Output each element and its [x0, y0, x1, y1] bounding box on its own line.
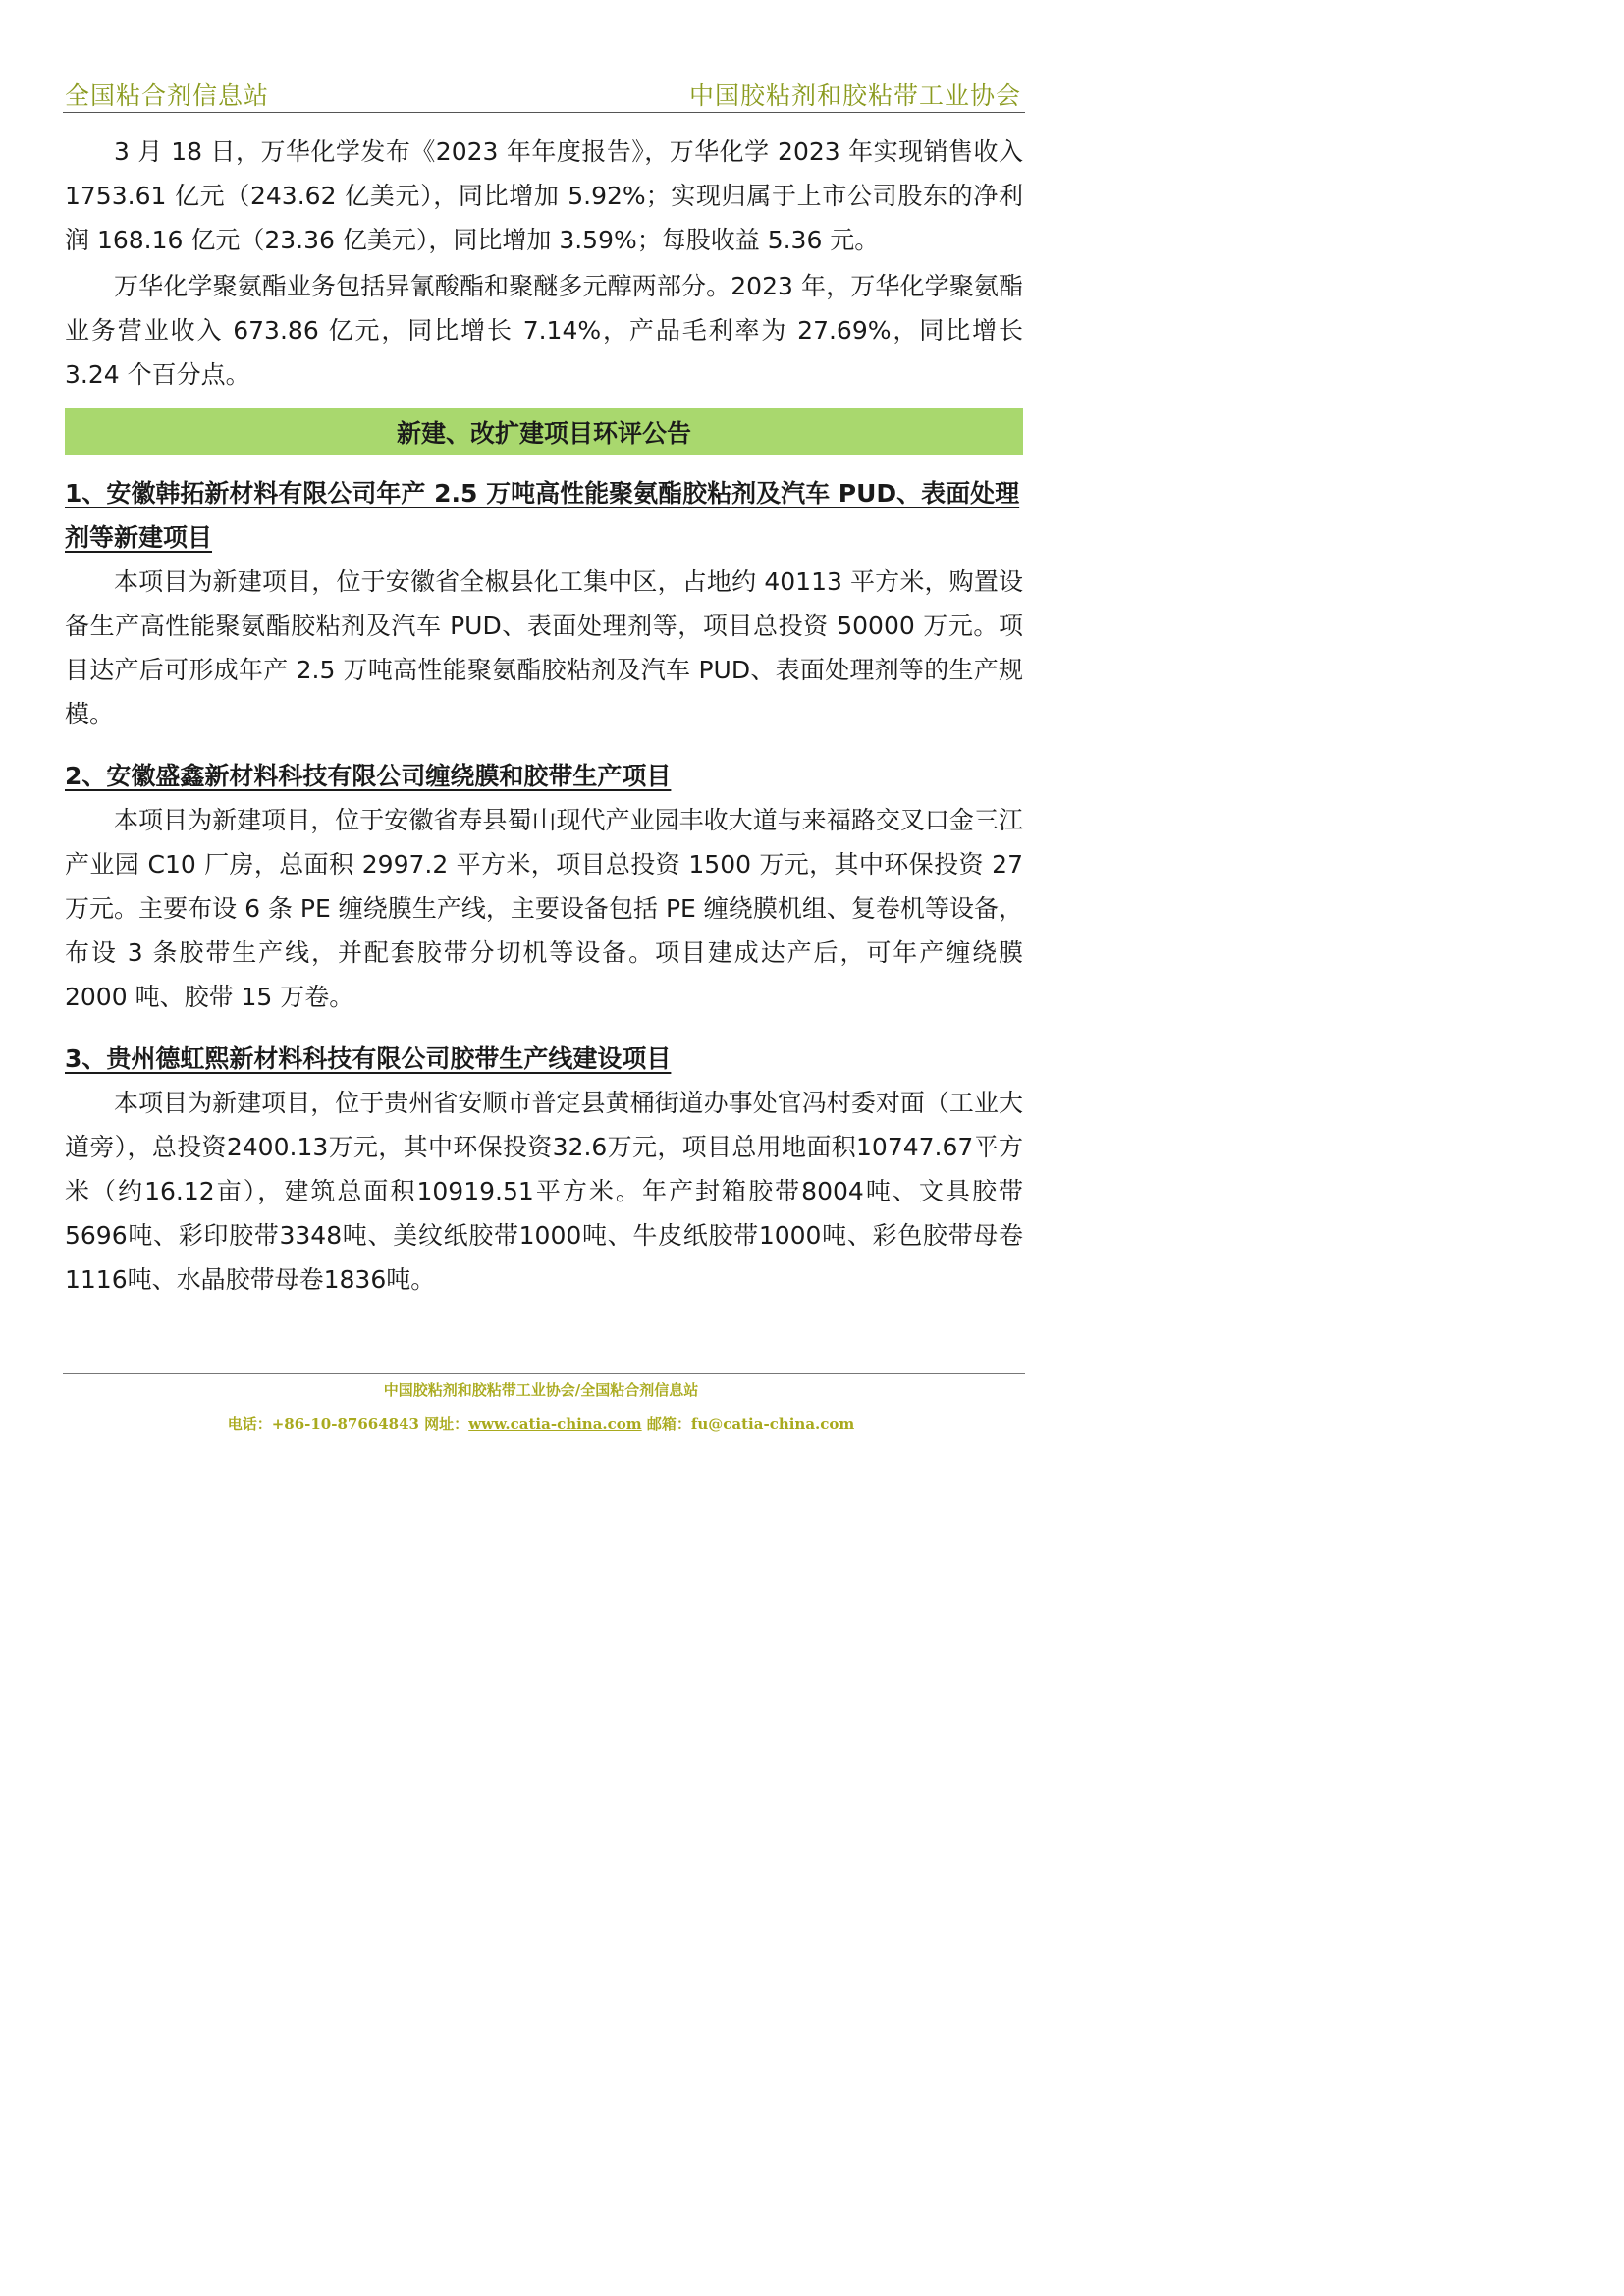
footer-website-link[interactable]: www.catia-china.com [468, 1415, 642, 1433]
page-content [65, 130, 1023, 1302]
project-2-body: 本项目为新建项目，位于安徽省寿县蜀山现代产业园丰收大道与来福路交叉口金三江产业园 C10 厂房，总面积 2997.2 平方米，项目总投资 1500 万元，其中环保投资 27 万元。主要布设 6 条 PE 缠绕膜生产线，主要设备包括 PE 缠绕膜机组、复卷机等设备，布设 3 条胶带生产线，并配套胶带分切机等设备。项目建成达产后，可年产缠绕膜 2000 吨、胶带 15 万卷。 [65, 806, 1023, 1011]
header-association-name: 中国胶粘剂和胶粘带工业协会 [688, 81, 1021, 110]
project-3-title [65, 1037, 1023, 1081]
header-site-name: 全国粘合剂信息站 [65, 81, 270, 110]
intro-paragraph-1: 3 月 18 日，万华化学发布《2023 年年度报告》，万华化学 2023 年实现销售收入 1753.61 亿元（243.62 亿美元），同比增加 5.92%；实现归属于上市公司股东的净利润 168.16 亿元（23.36 亿美元），同比增加 3.59%；每股收益 5.36 元。 [65, 137, 1023, 254]
footer-email[interactable]: fu@catia-china.com [690, 1415, 855, 1433]
project-1-body: 本项目为新建项目，位于安徽省全椒县化工集中区，占地约 40113 平方米，购置设备生产高性能聚氨酯胶粘剂及汽车 PUD、表面处理剂等，项目总投资 50000 万元。项目达产后可形成年产 2.5 万吨高性能聚氨酯胶粘剂及汽车 PUD、表面处理剂等的生产规模。 [65, 567, 1023, 728]
section-banner: 新建、改扩建项目环评公告 [65, 408, 1023, 455]
project-1-title-text: 1、安徽韩拓新材料有限公司年产 2.5 万吨高性能聚氨酯胶粘剂及汽车 PUD、表面处理剂等新建项目 [65, 479, 1020, 552]
footer-contact [0, 1414, 1082, 1434]
footer-organization: 中国胶粘剂和胶粘带工业协会/全国粘合剂信息站 [383, 1381, 699, 1399]
footer-divider [63, 1373, 1025, 1374]
project-2-title [65, 754, 1023, 798]
header-divider [63, 112, 1025, 113]
project-1-title [65, 471, 1023, 560]
intro-paragraph-2: 万华化学聚氨酯业务包括异氰酸酯和聚醚多元醇两部分。2023 年，万华化学聚氨酯业务营业收入 673.86 亿元，同比增长 7.14%，产品毛利率为 27.69%，同比增长 3.24 个百分点。 [65, 272, 1023, 389]
project-3-title-text: 3、贵州德虹熙新材料科技有限公司胶带生产线建设项目 [65, 1044, 672, 1073]
footer-email-label: 邮箱： [641, 1415, 691, 1433]
project-3-body: 本项目为新建项目，位于贵州省安顺市普定县黄桶街道办事处官冯村委对面（工业大道旁），总投资2400.13万元，其中环保投资32.6万元，项目总用地面积10747.67平方米（约16.12亩），建筑总面积10919.51平方米。年产封箱胶带8004吨、文具胶带5696吨、彩印胶带3348吨、美纹纸胶带1000吨、牛皮纸胶带1000吨、彩色胶带母卷1116吨、水晶胶带母卷1836吨。 [65, 1089, 1023, 1294]
project-2-title-text: 2、安徽盛鑫新材料科技有限公司缠绕膜和胶带生产项目 [65, 762, 672, 790]
footer-phone: 电话：+86-10-87664843 网址： [227, 1415, 469, 1433]
